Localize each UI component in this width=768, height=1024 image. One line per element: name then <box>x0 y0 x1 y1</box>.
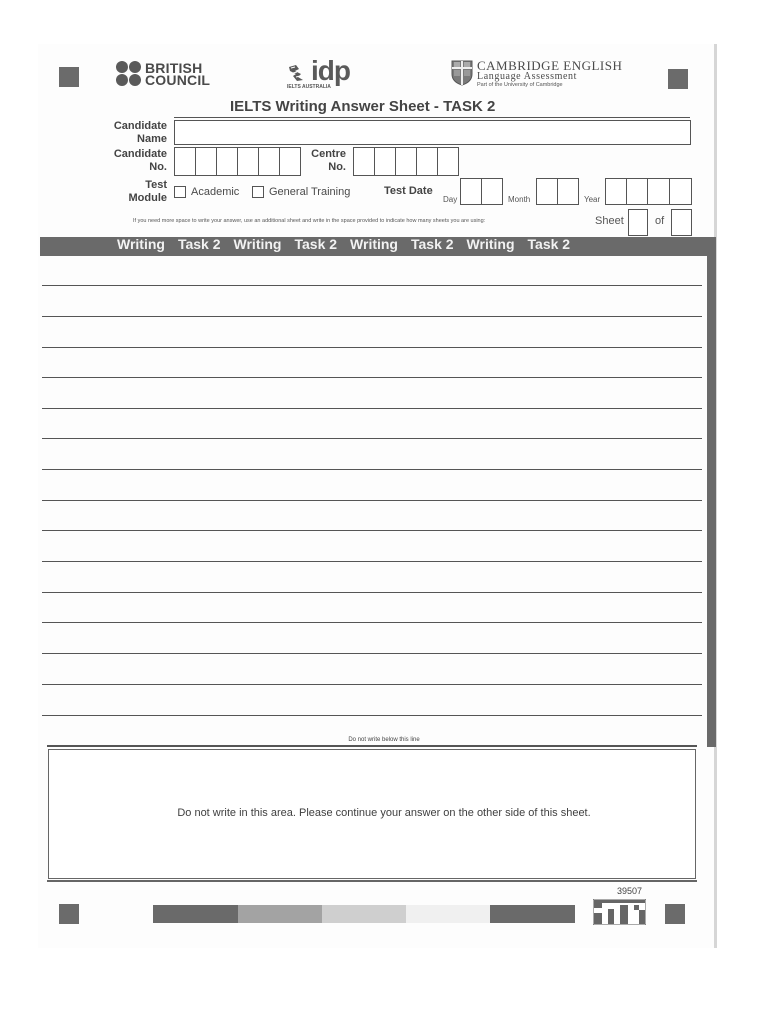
banner-text: Writing Task 2 Writing Task 2 Writing Task 2 Writing Task 2 <box>117 236 571 252</box>
year-cell-1[interactable] <box>605 178 627 205</box>
month-label: Month <box>508 195 531 204</box>
sheet-label: Sheet <box>595 215 624 227</box>
candidate-name-label: Candidate Name <box>113 120 167 145</box>
cambridge-subtitle: Language Assessment <box>477 71 577 82</box>
british-council-line2: COUNCIL <box>145 71 211 88</box>
writing-line-11 <box>42 592 702 593</box>
writing-line-1 <box>42 285 702 286</box>
cambridge-shield-icon <box>451 60 473 86</box>
footer-rule <box>47 880 697 882</box>
idp-wordmark: idp <box>311 55 350 86</box>
candidate-no-cell-2[interactable] <box>196 147 217 176</box>
writing-line-13 <box>42 653 702 654</box>
writing-line-3 <box>42 347 702 348</box>
calibration-swatch-1 <box>153 905 238 923</box>
academic-label: Academic <box>191 186 240 198</box>
answer-writing-area[interactable] <box>42 256 704 716</box>
answer-area-right-border <box>707 256 716 747</box>
year-cell-2[interactable] <box>627 178 648 205</box>
sheet-title: IELTS Writing Answer Sheet - TASK 2 <box>230 98 496 115</box>
extra-sheet-note: If you need more space to write your answer, use an additional sheet and write in the space provided to indicate how many sheets you are using: <box>133 218 486 224</box>
candidate-no-cells <box>174 147 301 176</box>
candidate-name-field[interactable] <box>174 120 691 145</box>
do-not-write-below-label: Do not write below this line <box>348 737 420 743</box>
candidate-no-label: Candidate No. <box>113 148 167 173</box>
title-divider <box>174 117 690 118</box>
writing-line-7 <box>42 469 702 470</box>
centre-no-cells <box>353 147 459 176</box>
do-not-write-message: Do not write in this area. Please continue your answer on the other side of this sheet. <box>177 807 591 819</box>
british-council-dots-icon <box>116 61 141 86</box>
general-training-label: General Training <box>269 186 351 198</box>
writing-line-9 <box>42 530 702 531</box>
registration-mark-bottom-left <box>59 904 79 924</box>
year-label: Year <box>584 195 601 204</box>
sheet-total-field[interactable] <box>671 209 692 236</box>
registration-mark-bottom-right <box>665 904 685 924</box>
academic-checkbox[interactable] <box>174 186 186 198</box>
centre-no-cell-4[interactable] <box>417 147 438 176</box>
idp-logo <box>287 55 350 90</box>
cambridge-tagline: Part of the University of Cambridge <box>477 82 563 88</box>
registration-mark-top-left <box>59 67 79 87</box>
centre-no-label: Centre No. <box>311 148 346 173</box>
candidate-no-cell-1[interactable] <box>174 147 196 176</box>
candidate-no-cell-5[interactable] <box>259 147 280 176</box>
sheet-code-mark-icon <box>593 899 646 925</box>
writing-line-12 <box>42 622 702 623</box>
month-cell-1[interactable] <box>536 178 558 205</box>
idp-subtitle: IELTS AUSTRALIA <box>287 84 331 90</box>
writing-line-2 <box>42 316 702 317</box>
of-label: of <box>655 215 665 227</box>
day-cell-1[interactable] <box>460 178 482 205</box>
centre-no-cell-3[interactable] <box>396 147 417 176</box>
form-id-number: 39507 <box>617 886 643 896</box>
writing-line-14 <box>42 684 702 685</box>
general-training-checkbox[interactable] <box>252 186 264 198</box>
candidate-no-cell-3[interactable] <box>217 147 238 176</box>
test-module-label: Test Module <box>128 179 167 204</box>
centre-no-cell-2[interactable] <box>375 147 396 176</box>
day-cell-2[interactable] <box>482 178 503 205</box>
calibration-swatch-4 <box>406 905 490 923</box>
writing-line-5 <box>42 408 702 409</box>
registration-mark-top-right <box>668 69 688 89</box>
centre-no-cell-5[interactable] <box>438 147 459 176</box>
test-date-label: Test Date <box>384 185 433 197</box>
day-cells <box>460 178 503 205</box>
year-cell-4[interactable] <box>670 178 692 205</box>
month-cell-2[interactable] <box>558 178 579 205</box>
candidate-no-cell-4[interactable] <box>238 147 259 176</box>
writing-line-8 <box>42 500 702 501</box>
calibration-swatch-3 <box>322 905 406 923</box>
british-council-logo <box>116 61 210 86</box>
centre-no-cell-1[interactable] <box>353 147 375 176</box>
writing-line-15 <box>42 715 702 716</box>
year-cell-3[interactable] <box>648 178 670 205</box>
month-cells <box>536 178 579 205</box>
writing-line-6 <box>42 438 702 439</box>
cambridge-title: CAMBRIDGE ENGLISH <box>477 58 623 73</box>
calibration-swatch-5 <box>490 905 575 923</box>
writing-line-10 <box>42 561 702 562</box>
idp-mark-icon <box>287 64 309 82</box>
year-cells <box>605 178 692 205</box>
day-label: Day <box>443 195 458 204</box>
cambridge-english-logo <box>451 60 622 89</box>
do-not-write-rule <box>47 745 697 747</box>
writing-line-4 <box>42 377 702 378</box>
british-council-line1: BRITISH <box>145 59 203 76</box>
calibration-swatch-2 <box>238 905 322 923</box>
sheet-number-field[interactable] <box>628 209 648 236</box>
